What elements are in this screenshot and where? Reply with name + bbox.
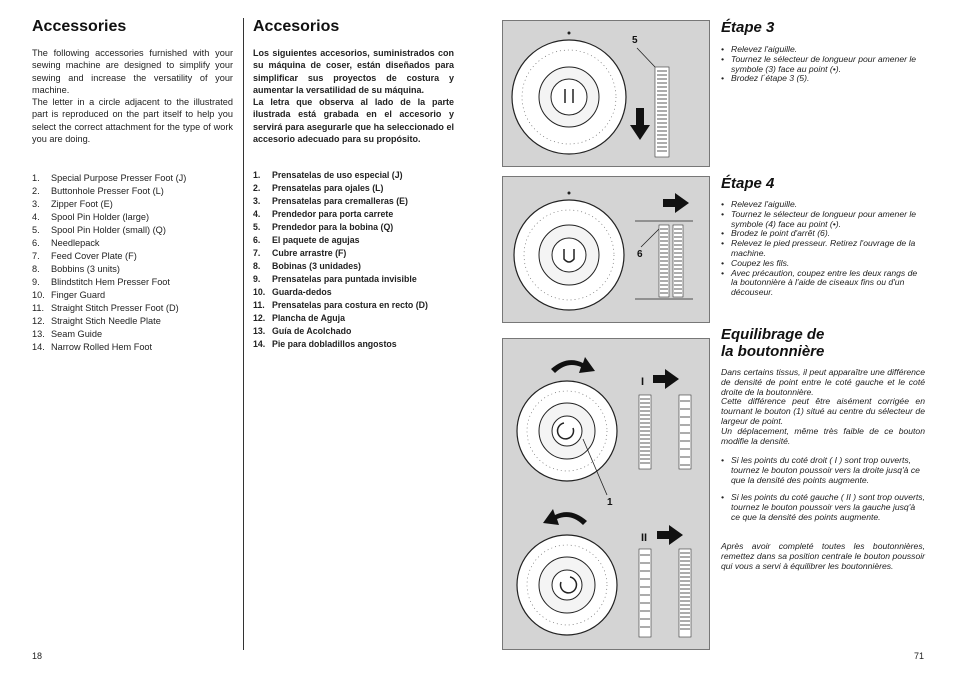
- list-item: • Relevez le pied presseur. Retirez l'ouvrage de la machine.: [721, 239, 925, 259]
- stitch-dial-II: [517, 535, 617, 635]
- etape4-title: Étape 4: [721, 175, 775, 192]
- figure-panel-etape4: [502, 176, 710, 323]
- list-item: [253, 260, 428, 273]
- list-item-number: 1.: [32, 173, 40, 183]
- list-item: [32, 185, 186, 198]
- etape3-title: Étape 3: [721, 19, 775, 36]
- list-item-text: Prensatelas para ojales (L): [272, 183, 384, 193]
- list-item-text: Prendedor para la bobina (Q): [272, 222, 394, 232]
- label-I: I: [641, 376, 645, 388]
- accessories-intro-p1: The following accessories furnished with your sewing machine are designed to simplify your sewing and increase the versatility of your machine.: [32, 48, 233, 95]
- list-item-number: 2.: [32, 186, 40, 196]
- accesorios-intro: [253, 47, 454, 145]
- accessories-intro-p2: The letter in a circle adjacent to the illustrated part is reproduced on the part itself to help you select the correct attachment for the type of work you are doing.: [32, 97, 233, 145]
- list-item-text: Prensatelas para costura en recto (D): [272, 300, 428, 310]
- accessories-intro: [32, 47, 233, 145]
- arrow-up-icon: [630, 108, 650, 140]
- equilibrage-para4: Après avoir completé toutes les boutonnières, remettez dans sa position centrale le bouton poussoir qui vous a servi à équilibrer les boutonnières.: [721, 541, 925, 571]
- label-II: II: [641, 532, 648, 544]
- list-item-number: 2.: [253, 183, 261, 193]
- page-number-left: 18: [32, 651, 43, 661]
- figure-panel-etape3: [502, 20, 710, 167]
- figure-panel-equilibrage: [502, 338, 710, 650]
- list-item-number: 6.: [253, 235, 261, 245]
- list-item-number: 1.: [253, 170, 261, 180]
- list-item: [32, 289, 186, 302]
- list-item: • Coupez les fils.: [721, 259, 925, 269]
- list-item-number: 9.: [253, 274, 261, 284]
- list-item-number: 9.: [32, 277, 40, 287]
- list-item-text: Cubre arrastre (F): [272, 248, 347, 258]
- list-item-text: Bobinas (3 unidades): [272, 261, 361, 271]
- list-item-number: 13.: [32, 329, 45, 339]
- label-1: 1: [607, 497, 613, 508]
- buttonhole-stitches: [657, 71, 667, 151]
- dial-balance-illustration: [503, 339, 711, 651]
- stitch-dial: [514, 192, 624, 311]
- list-item: • Tournez le sélecteur de longueur pour amener le symbole (3) face au point (•).: [721, 55, 925, 75]
- list-item: [253, 234, 428, 247]
- list-item: [32, 341, 186, 354]
- list-item: [253, 247, 428, 260]
- list-item: [32, 328, 186, 341]
- list-item: [253, 221, 428, 234]
- list-item: [253, 286, 428, 299]
- page-number-right: 71: [914, 651, 925, 661]
- label-5: 5: [632, 35, 638, 46]
- list-item: [253, 299, 428, 312]
- list-item-text: Buttonhole Presser Foot (L): [51, 186, 164, 196]
- list-item-number: 4.: [32, 212, 40, 222]
- equilibrage-bullet2: [721, 493, 925, 522]
- accessories-list: [32, 172, 186, 354]
- list-item: [32, 237, 186, 250]
- equilibrage-title-line2: la boutonnière: [721, 343, 825, 360]
- equilibrage-title: [721, 326, 824, 360]
- list-item: [32, 211, 186, 224]
- equilibrage-para3-text: Un déplacement, même très faible de ce bouton modifie la densité.: [721, 425, 925, 446]
- arrow-right-icon: [653, 369, 679, 389]
- list-item-text: Plancha de Aguja: [272, 313, 345, 323]
- list-item-text: Needlepack: [51, 238, 100, 248]
- list-item-text: Prensatelas para cremalleras (E): [272, 196, 408, 206]
- list-item: • Si les points du coté gauche ( II ) sont trop ouverts, tournez le bouton poussoir vers la gauche jusq'à ce que la densité des points augmente.: [721, 493, 925, 522]
- list-item: [253, 273, 428, 286]
- buttonhole-stitches: [659, 225, 683, 297]
- list-item-text: Guarda-dedos: [272, 287, 332, 297]
- list-item-number: 7.: [253, 248, 261, 258]
- accesorios-title: Accesorios: [253, 18, 340, 35]
- list-item-text: Blindstitch Hem Presser Foot: [51, 277, 170, 287]
- list-item: [253, 325, 428, 338]
- list-item-text: El paquete de agujas: [272, 235, 360, 245]
- list-item-text: Bobbins (3 units): [51, 264, 120, 274]
- list-item-text: Prendedor para porta carrete: [272, 209, 394, 219]
- curved-arrow-left-icon: [543, 509, 587, 525]
- list-item: [32, 315, 186, 328]
- list-item: • Avec précaution, coupez entre les deux rangs de la boutonnière à l'aide de ciseaux fins ou d'un découseur.: [721, 269, 925, 298]
- buttonhole-stitches-I: [639, 395, 691, 469]
- list-item-number: 13.: [253, 326, 266, 336]
- arrow-right-icon: [657, 525, 683, 545]
- list-item: [32, 172, 186, 185]
- list-item: [32, 302, 186, 315]
- list-item-number: 8.: [32, 264, 40, 274]
- etape3-list: [721, 45, 925, 84]
- curved-arrow-right-icon: [551, 357, 595, 373]
- equilibrage-title-line1: Equilibrage de: [721, 326, 825, 343]
- list-item-number: 11.: [32, 303, 45, 313]
- dial-etape3-illustration: [503, 21, 711, 168]
- accesorios-intro-p1: Los siguientes accesorios, suministrados con su máquina de coser, están diseñados para simplificar sus proyectos de costura y aumentar la versatilidad de su máquina.: [253, 48, 454, 95]
- list-item-number: 12.: [253, 313, 266, 323]
- list-item-number: 11.: [253, 300, 265, 310]
- dial-etape4-illustration: [503, 177, 711, 324]
- list-item-text: Special Purpose Presser Foot (J): [51, 173, 187, 183]
- list-item: • Si les points du coté droit ( I ) sont trop ouverts, tournez le bouton poussoir vers la droite jusq'à ce que la densité des points augmente.: [721, 456, 925, 485]
- accessories-title: Accessories: [32, 18, 127, 35]
- list-item: • Tournez le sélecteur de longueur pour amener le symbole (4) face au point (•).: [721, 210, 925, 230]
- list-item-number: 6.: [32, 238, 40, 248]
- list-item-number: 3.: [32, 199, 40, 209]
- list-item-number: 5.: [253, 222, 261, 232]
- list-item-number: 10.: [32, 290, 45, 300]
- list-item-text: Prensatelas para puntada invisible: [272, 274, 417, 284]
- list-item-number: 14.: [253, 339, 266, 349]
- list-item-text: Narrow Rolled Hem Foot: [51, 342, 153, 352]
- list-item: [32, 198, 186, 211]
- list-item: [253, 169, 428, 182]
- list-item-number: 5.: [32, 225, 40, 235]
- list-item-text: Zipper Foot (E): [51, 199, 113, 209]
- list-item-text: Seam Guide: [51, 329, 103, 339]
- list-item-text: Straight Stitch Presser Foot (D): [51, 303, 179, 313]
- list-item-text: Pie para dobladillos angostos: [272, 339, 397, 349]
- equilibrage-para2-text: Cette différence peut être aisément corrigée en tournant le bouton (1) situé au centre du sélecteur de largeur de point.: [721, 396, 925, 426]
- list-item: [253, 208, 428, 221]
- accesorios-intro-p2: La letra que observa al lado de la parte ilustrada está grabada en el accesorio y servirá para asegurarle que ha seleccionado el accesorio adecuado para su propósito.: [253, 97, 454, 145]
- list-item: [32, 276, 186, 289]
- buttonhole-stitches-II: [639, 549, 691, 637]
- list-item: [253, 312, 428, 325]
- list-item-text: Straight Stich Needle Plate: [51, 316, 161, 326]
- list-item-number: 3.: [253, 196, 261, 206]
- list-item-number: 12.: [32, 316, 45, 326]
- list-item-text: Spool Pin Holder (large): [51, 212, 150, 222]
- list-item: [32, 250, 186, 263]
- list-item-number: 14.: [32, 342, 45, 352]
- list-item-number: 7.: [32, 251, 40, 261]
- stitch-dial: [512, 32, 626, 155]
- equilibrage-bullet1: [721, 456, 925, 485]
- list-item: • Brodez l´étape 3 (5).: [721, 74, 925, 84]
- list-item-number: 4.: [253, 209, 261, 219]
- label-6: 6: [637, 249, 643, 260]
- etape4-list: [721, 200, 925, 298]
- list-item: • Relevez l'aiguille.: [721, 200, 925, 210]
- list-item: • Relevez l'aiguille.: [721, 45, 925, 55]
- equilibrage-para1: [721, 368, 925, 446]
- list-item-number: 10.: [253, 287, 266, 297]
- list-item: • Brodez le point d'arrêt (6).: [721, 229, 925, 239]
- column-divider: [243, 18, 244, 650]
- list-item-text: Finger Guard: [51, 290, 106, 300]
- accesorios-list: [253, 169, 428, 351]
- arrow-right-icon: [663, 193, 689, 213]
- stitch-dial-I: [517, 381, 617, 481]
- list-item-number: 8.: [253, 261, 261, 271]
- equilibrage-para1-text: Dans certains tissus, il peut apparaître une différence de densité de point entre le coté gauche et le coté droite de la boutonnière.: [721, 367, 925, 397]
- list-item-text: Prensatelas de uso especial (J): [272, 170, 403, 180]
- list-item: [32, 224, 186, 237]
- list-item: [32, 263, 186, 276]
- list-item: [253, 338, 428, 351]
- list-item-text: Guía de Acolchado: [272, 326, 352, 336]
- list-item-text: Feed Cover Plate (F): [51, 251, 137, 261]
- list-item: [253, 182, 428, 195]
- list-item: [253, 195, 428, 208]
- list-item-text: Spool Pin Holder (small) (Q): [51, 225, 166, 235]
